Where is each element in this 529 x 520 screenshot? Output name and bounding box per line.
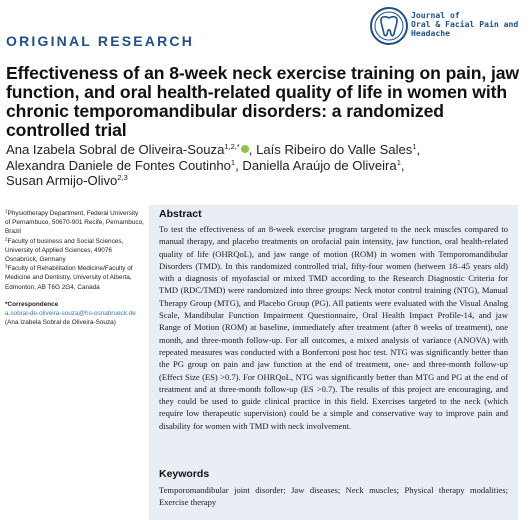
- affiliation-text: Faculty of business and Social Sciences, University of Applied Sciences, 49076 Osnabrück, Germany: [5, 237, 124, 264]
- abstract-heading: Abstract: [159, 208, 202, 220]
- author-name[interactable]: Laís Ribeiro do Valle Sales: [256, 142, 413, 157]
- author-affiliation-sup: 1: [412, 142, 417, 151]
- author-affiliation-sup: 2,3: [117, 173, 128, 182]
- journal-logo: [369, 6, 521, 46]
- tooth-logo-icon: [369, 6, 409, 46]
- keywords-heading: Keywords: [159, 468, 210, 480]
- abstract-text: To test the effectiveness of an 8-week exercise program targeted to the neck muscles compared to manual therapy, and placebo treatments on orofacial pain intensity, jaw function, oral health-related quality of life (OHRQoL), and jaw range of motion (ROM) in women with Temporomandibular Disorders (TMD). In this randomized controlled trial, fifty-four women (between 18–45 years old) with a diagnosis of myofascial or mixed TMD according to the Research Diagnostic Criteria for TMD (RDC/TMD) were randomized into three groups: Neck motor control training (NTG), Manual Therapy Group (MTG), and Placebo Group (PG). All patients were evaluated with the Visual Analog Scale, Mandibular Function Impairment Questionnaire, Oral Health Impact Profile-14, and jaw Range of Motion (ROM) at baseline, immediately after treatment (after 8 weeks of treatment), one month, and three-month follow-up. For all outcomes, a mixed analysis of variance (ANOVA) with repeated measures was conducted with a Bonferroni post hoc test. NTG was significantly better than the PG group on pain and jaw function at the end of treatment, one- and three-month follow-up (Effect Size (ES) >0.7). For OHRQoL, NTG was significantly better than MTG and PG at the end of treatment and at three-month follow-up (ES >0.7). The results of this project are encouraging, and they could be used to guide clinical practice in this field. Exercises targeted to the neck (which require low therapeutic supervision) could be a simple and conservative way to improve pain and disability for women with TMD with neck involvement.: [159, 224, 508, 431]
- affiliation: [5, 264, 145, 292]
- author-name[interactable]: Daniella Araújo de Oliveira: [242, 157, 397, 173]
- author-name[interactable]: Alexandra Daniele de Fontes Coutinho: [6, 157, 231, 173]
- author-list: Ana Izabela Sobral de Oliveira-Souza$^{1,2,*}$ , Laís Ribeiro do Valle Sales$^1$, Alexandra Daniele de Fontes Coutinho$^1$, Daniella Araújo de Oliveira$^1$, Susan Armijo-Olivo$^{2,3}$: [6, 142, 421, 188]
- correspondence-name: (Ana Izabela Sobral de Oliveira-Souza): [5, 319, 116, 327]
- section-label: ORIGINAL RESEARCH: [6, 33, 195, 49]
- affiliation-number: 3: [5, 263, 8, 269]
- orcid-icon[interactable]: [241, 145, 249, 153]
- author-affiliation-sup: 1: [396, 157, 401, 167]
- affiliations-sidebar: [5, 209, 145, 327]
- author-name[interactable]: Ana Izabela Sobral de Oliveira-Souza: [6, 142, 225, 157]
- journal-name-line1: Journal of: [411, 10, 460, 20]
- abstract-panel: [149, 205, 518, 520]
- article-title: Effectiveness of an 8-week neck exercise training on pain, jaw function, and oral health-related quality of life in women with chronic temporomandibular disorders: a randomized controlled trial: [6, 63, 520, 140]
- affiliation: [5, 209, 145, 237]
- journal-name-line2: Oral & Facial Pain and: [411, 19, 519, 29]
- keywords-text: Temporomandibular joint disorder; Jaw diseases; Neck muscles; Physical therapy modalities; Exercise therapy: [159, 485, 508, 508]
- affiliation-number: 1: [5, 208, 8, 214]
- correspondence-heading: *Correspondence: [5, 300, 59, 308]
- author-affiliation-sup: 1,2,*: [224, 142, 240, 151]
- journal-name-line3: Headache: [411, 28, 450, 38]
- affiliation: [5, 237, 145, 265]
- author-affiliation-sup: 1: [230, 157, 236, 167]
- author-name[interactable]: Susan Armijo-Olivo: [6, 173, 118, 188]
- correspondence-email-link[interactable]: a.sobral-de-oliveira-souza@hs-osnabrueck.de: [5, 310, 136, 318]
- journal-name: [411, 11, 523, 38]
- affiliation-text: Faculty of Rehabilitation Medicine/Faculty of Medicine and Dentistry, University of Alberta, Edmonton, AB T6G 2G4, Canada: [5, 265, 133, 291]
- affiliation-number: 2: [5, 236, 8, 242]
- affiliation-text: Physiotherapy Department, Federal University of Pernambuco, 50670-901 Recife, Pernambuco, Brazil: [5, 210, 144, 236]
